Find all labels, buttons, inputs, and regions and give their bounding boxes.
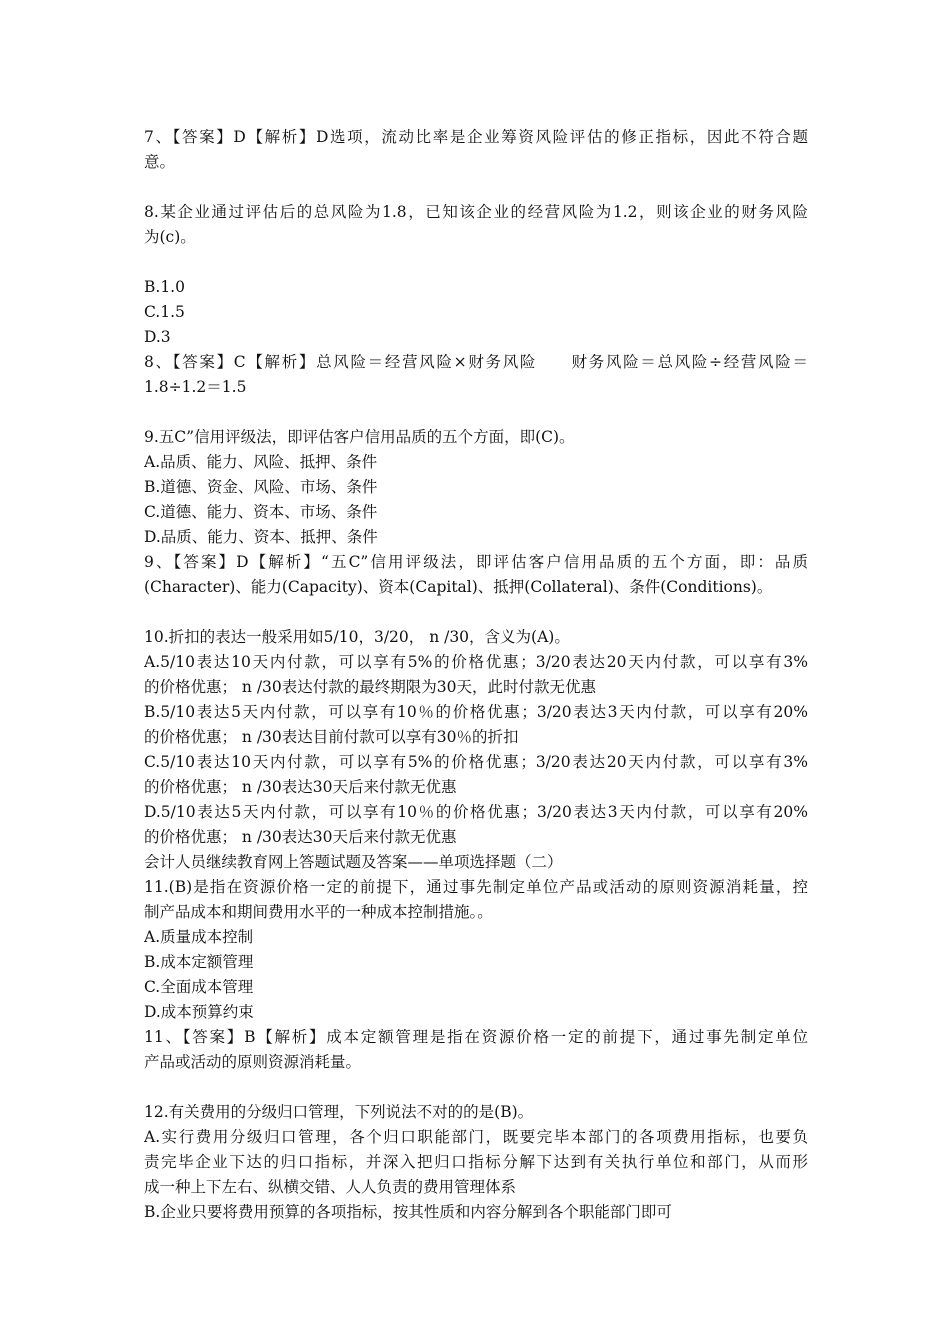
text-line: C.道德、能力、资本、市场、条件: [144, 503, 378, 521]
text-line: D.成本预算约束: [144, 1003, 254, 1021]
text-line: 产品或活动的原则资源消耗量。: [144, 1053, 362, 1071]
text-line: 的价格优惠； n /30表达30天后来付款无优惠: [144, 828, 457, 846]
text-line: 成一种上下左右、纵横交错、人人负责的费用管理体系: [144, 1178, 517, 1196]
blank-line: [144, 1075, 808, 1100]
text-line: B.道德、资金、风险、市场、条件: [144, 478, 378, 496]
text-line: D.5/10表达5天内付款，可以享有10％的价格优惠；3/20表达3天内付款，可以享有20%: [144, 803, 808, 821]
text-line: C.全面成本管理: [144, 978, 254, 996]
blank-line: [144, 400, 808, 425]
text-line: A.5/10表达10天内付款，可以享有5%的价格优惠；3/20表达20天内付款，可以享有3%: [144, 653, 808, 671]
blank-line: [144, 175, 808, 200]
text-line: B.5/10表达5天内付款，可以享有10％的价格优惠；3/20表达3天内付款，可以享有20%: [144, 703, 808, 721]
text-line: 9、【答案】D【解析】“五C”信用评级法，即评估客户信用品质的五个方面，即：品质: [144, 553, 808, 571]
text-line: (Character)、能力(Capacity)、资本(Capital)、抵押(Collateral)、条件(Conditions)。: [144, 578, 773, 596]
text-line: C.1.5: [144, 303, 185, 321]
text-line: 的价格优惠； n /30表达目前付款可以享有30％的折扣: [144, 728, 519, 746]
text-line: A.质量成本控制: [144, 928, 254, 946]
text-line: 8.某企业通过评估后的总风险为1.8，已知该企业的经营风险为1.2，则该企业的财务风险: [144, 203, 808, 221]
text-line: D.品质、能力、资本、抵押、条件: [144, 528, 378, 546]
text-line: 制产品成本和期间费用水平的一种成本控制措施。。: [144, 903, 493, 921]
text-line: D.3: [144, 328, 171, 346]
text-line: 的价格优惠； n /30表达30天后来付款无优惠: [144, 778, 457, 796]
text-line: 11、【答案】B【解析】成本定额管理是指在资源价格一定的前提下，通过事先制定单位: [144, 1028, 808, 1046]
text-line: B.1.0: [144, 278, 185, 296]
text-line: 1.8÷1.2＝1.5: [144, 378, 247, 396]
text-line: 的价格优惠； n /30表达付款的最终期限为30天，此时付款无优惠: [144, 678, 597, 696]
text-line: 9.五C”信用评级法，即评估客户信用品质的五个方面，即(C)。: [144, 428, 575, 446]
text-line: B.企业只要将费用预算的各项指标，按其性质和内容分解到各个职能部门即可: [144, 1203, 672, 1221]
text-line: C.5/10表达10天内付款，可以享有5%的价格优惠；3/20表达20天内付款，可以享有3%: [144, 753, 808, 771]
text-line: 8、【答案】C【解析】总风险＝经营风险×财务风险 财务风险＝总风险÷经营风险＝: [144, 353, 808, 371]
text-line: 7、【答案】D【解析】D选项，流动比率是企业筹资风险评估的修正指标，因此不符合题: [144, 128, 808, 146]
text-line: 意。: [144, 153, 176, 171]
text-line: A.实行费用分级归口管理，各个归口职能部门，既要完毕本部门的各项费用指标，也要负: [144, 1128, 808, 1146]
document-page: [144, 125, 808, 1225]
text-line: 10.折扣的表达一般采用如5/10，3/20， n /30，含义为(A)。: [144, 628, 570, 646]
text-line: 责完毕企业下达的归口指标，并深入把归口指标分解下达到有关执行单位和部门，从而形: [144, 1153, 808, 1171]
blank-line: [144, 250, 808, 275]
text-line: 12.有关费用的分级归口管理，下列说法不对的的是(B)。: [144, 1103, 534, 1121]
text-line: 为(c)。: [144, 228, 196, 246]
blank-line: [144, 600, 808, 625]
text-line: 11.(B)是指在资源价格一定的前提下，通过事先制定单位产品或活动的原则资源消耗量，控: [144, 878, 808, 896]
section-heading: 会计人员继续教育网上答题试题及答案——单项选择题（二）: [144, 853, 563, 871]
text-line: A.品质、能力、风险、抵押、条件: [144, 453, 378, 471]
text-line: B.成本定额管理: [144, 953, 254, 971]
